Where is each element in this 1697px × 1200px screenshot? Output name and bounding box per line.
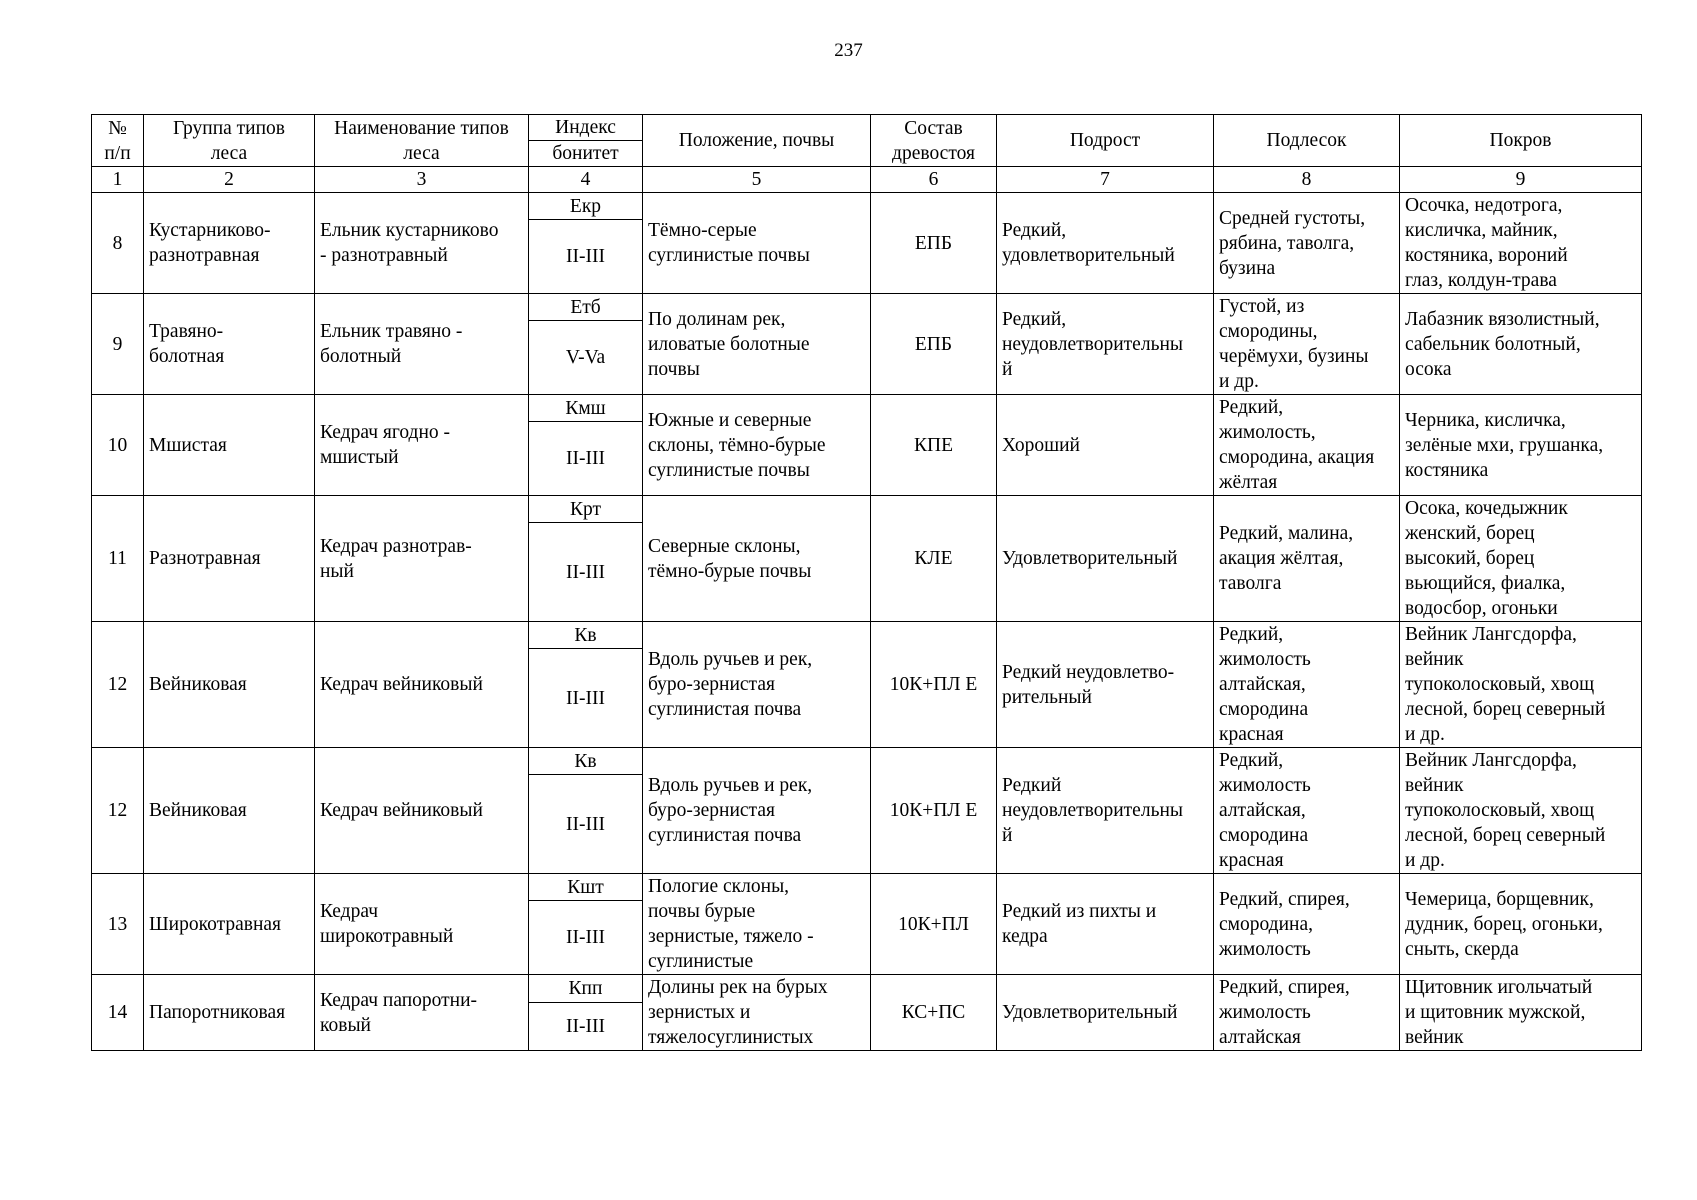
column-number: 9: [1400, 167, 1642, 193]
header-col-bonitet: бонитет: [529, 141, 643, 167]
soil-position-line: Вдоль ручьев и рек,: [648, 649, 813, 670]
undergrowth-line: смородина: [1219, 699, 1309, 720]
soil-position: [643, 294, 871, 395]
type-index: Кмш: [529, 395, 643, 422]
header-col-undergrowth: Подлесок: [1214, 115, 1400, 167]
forest-group-line: Широкотравная: [149, 913, 282, 935]
soil-position-line: Южные и северные: [648, 409, 812, 431]
undergrowth-line: жимолость: [1219, 775, 1311, 796]
forest-type-name-line: Кедрач: [320, 901, 379, 922]
ground-cover-line: Лабазник вязолистный,: [1405, 308, 1600, 330]
soil-position-line: почвы: [648, 358, 700, 380]
soil-position-line: зернистых и: [648, 1002, 751, 1023]
ground-cover-line: и др.: [1405, 850, 1445, 871]
soil-position-line: Пологие склоны,: [648, 876, 790, 897]
forest-group: [144, 395, 315, 496]
forest-group-line: Папоротниковая: [149, 1002, 286, 1023]
forest-group: [144, 975, 315, 1051]
column-number: 1: [92, 167, 144, 193]
ground-cover-line: женский, борец: [1405, 523, 1535, 544]
soil-position-line: тёмно-бурые почвы: [648, 560, 812, 582]
forest-type-name: [315, 622, 529, 748]
soil-position: [643, 395, 871, 496]
stand-composition: 10К+ПЛ: [871, 874, 997, 975]
ground-cover: [1400, 496, 1642, 622]
soil-position-line: суглинистые почвы: [648, 245, 810, 266]
undergrowth: [1214, 975, 1400, 1051]
regrowth-line: неудовлетворительны: [1002, 800, 1184, 821]
undergrowth-line: смородины,: [1219, 321, 1318, 342]
bonitet: II-III: [529, 523, 643, 622]
ground-cover-line: тупоколосковый, хвощ: [1405, 800, 1595, 821]
row-number: 11: [92, 496, 144, 622]
regrowth: [997, 395, 1214, 496]
header-col-composition: Состав древостоя: [871, 115, 997, 167]
ground-cover-line: вьющийся, фиалка,: [1405, 573, 1566, 594]
ground-cover-line: Вейник Лангсдорфа,: [1405, 750, 1577, 771]
table-row: [92, 975, 1642, 1003]
forest-group-line: Разнотравная: [149, 548, 261, 569]
type-index: Екр: [529, 193, 643, 220]
regrowth: [997, 975, 1214, 1051]
forest-group: [144, 294, 315, 395]
table-row: [92, 748, 1642, 775]
undergrowth-line: Редкий,: [1219, 624, 1284, 645]
row-number: 8: [92, 193, 144, 294]
regrowth: [997, 193, 1214, 294]
undergrowth-line: Средней густоты,: [1219, 207, 1366, 229]
ground-cover: [1400, 294, 1642, 395]
ground-cover-line: дудник, борец, огоньки,: [1405, 913, 1603, 935]
forest-group-line: Мшистая: [149, 434, 227, 456]
ground-cover-line: Осочка, недотрога,: [1405, 195, 1563, 216]
soil-position: [643, 193, 871, 294]
bonitet: V-Va: [529, 321, 643, 395]
bonitet: II-III: [529, 775, 643, 874]
undergrowth-line: рябина, таволга,: [1219, 232, 1355, 254]
regrowth-line: удовлетворительный: [1002, 245, 1175, 266]
ground-cover: [1400, 748, 1642, 874]
table-row: [92, 874, 1642, 901]
soil-position-line: склоны, тёмно-бурые: [648, 434, 826, 456]
ground-cover-line: водосбор, огоньки: [1405, 598, 1558, 619]
undergrowth: [1214, 748, 1400, 874]
soil-position: [643, 874, 871, 975]
undergrowth-line: Редкий, малина,: [1219, 523, 1354, 544]
undergrowth: [1214, 622, 1400, 748]
table-row: [92, 622, 1642, 649]
ground-cover: [1400, 975, 1642, 1051]
undergrowth-line: акация жёлтая,: [1219, 548, 1344, 569]
column-number: 7: [997, 167, 1214, 193]
soil-position-line: почвы бурые: [648, 901, 756, 922]
ground-cover: [1400, 874, 1642, 975]
ground-cover-line: глаз, колдун-трава: [1405, 270, 1557, 291]
regrowth-line: Удовлетворительный: [1002, 548, 1178, 569]
type-index: Крт: [529, 496, 643, 523]
ground-cover-line: лесной, борец северный: [1405, 825, 1606, 846]
soil-position-line: иловатые болотные: [648, 333, 810, 355]
soil-position-line: зернистые, тяжело -: [648, 926, 814, 947]
type-index: Кв: [529, 748, 643, 775]
ground-cover-line: осока: [1405, 358, 1452, 380]
row-number: 12: [92, 622, 144, 748]
undergrowth: [1214, 496, 1400, 622]
soil-position: [643, 748, 871, 874]
ground-cover-line: тупоколосковый, хвощ: [1405, 674, 1595, 695]
row-number: 13: [92, 874, 144, 975]
forest-group-line: Вейниковая: [149, 800, 247, 821]
bonitet: II-III: [529, 1002, 643, 1050]
stand-composition: 10К+ПЛ Е: [871, 622, 997, 748]
bonitet: II-III: [529, 649, 643, 748]
undergrowth-line: Редкий,: [1219, 397, 1284, 418]
column-number: 2: [144, 167, 315, 193]
undergrowth-line: черёмухи, бузины: [1219, 346, 1369, 367]
forest-type-name: [315, 975, 529, 1051]
column-numbers-row: [92, 167, 1642, 193]
regrowth: [997, 622, 1214, 748]
forest-group-line: Травяно-: [149, 321, 224, 342]
soil-position-line: буро-зернистая: [648, 800, 775, 821]
forest-type-name: [315, 395, 529, 496]
table-row: [92, 395, 1642, 422]
regrowth: [997, 496, 1214, 622]
forest-type-name-line: - разнотравный: [320, 245, 448, 266]
forest-group: [144, 748, 315, 874]
undergrowth: [1214, 193, 1400, 294]
undergrowth-line: Густой, из: [1219, 296, 1305, 317]
header-col-soil: Положение, почвы: [643, 115, 871, 167]
undergrowth: [1214, 395, 1400, 496]
soil-position-line: суглинистая почва: [648, 699, 802, 720]
forest-group: [144, 496, 315, 622]
forest-group-line: Вейниковая: [149, 674, 247, 695]
forest-type-name: [315, 748, 529, 874]
regrowth-line: Редкий,: [1002, 220, 1067, 241]
forest-type-name-line: Кедрач разнотрав-: [320, 535, 472, 557]
ground-cover-line: сабельник болотный,: [1405, 333, 1581, 355]
undergrowth-line: жимолость: [1219, 938, 1311, 960]
forest-group-line: болотная: [149, 346, 225, 367]
stand-composition: КПЕ: [871, 395, 997, 496]
header-col-cover: Покров: [1400, 115, 1642, 167]
undergrowth-line: красная: [1219, 850, 1284, 871]
forest-group: [144, 622, 315, 748]
header-col-regrowth: Подрост: [997, 115, 1214, 167]
ground-cover-line: Осока, кочедыжник: [1405, 498, 1568, 519]
undergrowth-line: красная: [1219, 724, 1284, 745]
type-index: Кв: [529, 622, 643, 649]
row-number: 12: [92, 748, 144, 874]
forest-group-line: разнотравная: [149, 245, 260, 266]
undergrowth: [1214, 874, 1400, 975]
soil-position-line: тяжелосуглинистых: [648, 1027, 814, 1048]
soil-position: [643, 496, 871, 622]
header-col-number: № п/п: [92, 115, 144, 167]
forest-type-name-line: мшистый: [320, 447, 399, 468]
header-col-type-name: Наименование типов леса: [315, 115, 529, 167]
type-index: Кпп: [529, 975, 643, 1003]
header-row: [92, 115, 1642, 141]
row-number: 9: [92, 294, 144, 395]
regrowth-line: рительный: [1002, 686, 1092, 708]
column-number: 8: [1214, 167, 1400, 193]
ground-cover-line: и др.: [1405, 724, 1445, 745]
forest-type-name-line: Кедрач ягодно -: [320, 422, 451, 443]
soil-position-line: суглинистая почва: [648, 825, 802, 846]
header-col-index: Индекс: [529, 115, 643, 141]
soil-position-line: буро-зернистая: [648, 674, 775, 695]
regrowth-line: Хороший: [1002, 434, 1080, 456]
table-row: [92, 294, 1642, 321]
bonitet: II-III: [529, 901, 643, 975]
soil-position-line: Вдоль ручьев и рек,: [648, 775, 813, 796]
stand-composition: КС+ПС: [871, 975, 997, 1051]
forest-type-name-line: Кедрач папоротни-: [320, 989, 478, 1011]
forest-group: [144, 193, 315, 294]
undergrowth: [1214, 294, 1400, 395]
stand-composition: ЕПБ: [871, 294, 997, 395]
ground-cover: [1400, 193, 1642, 294]
row-number: 10: [92, 395, 144, 496]
column-number: 5: [643, 167, 871, 193]
forest-group: [144, 874, 315, 975]
ground-cover-line: кисличка, майник,: [1405, 220, 1558, 241]
forest-type-name-line: болотный: [320, 346, 402, 367]
undergrowth-line: смородина,: [1219, 913, 1314, 935]
ground-cover-line: сныть, скерда: [1405, 938, 1519, 960]
ground-cover-line: Чемерица, борщевник,: [1405, 888, 1594, 910]
forest-group-line: Кустарниково-: [149, 220, 271, 241]
soil-position: [643, 975, 871, 1051]
regrowth-line: й: [1002, 825, 1013, 846]
forest-type-name-line: Кедрач вейниковый: [320, 800, 483, 821]
forest-type-name: [315, 496, 529, 622]
header-col-group: Группа типов леса: [144, 115, 315, 167]
forest-type-name-line: широкотравный: [320, 926, 454, 947]
forest-type-name: [315, 294, 529, 395]
regrowth-line: кедра: [1002, 926, 1048, 947]
undergrowth-line: Редкий, спирея,: [1219, 888, 1350, 910]
ground-cover-line: высокий, борец: [1405, 548, 1535, 569]
ground-cover-line: вейник: [1405, 649, 1464, 670]
bonitet: II-III: [529, 220, 643, 294]
regrowth-line: й: [1002, 358, 1013, 380]
column-number: 6: [871, 167, 997, 193]
stand-composition: 10К+ПЛ Е: [871, 748, 997, 874]
ground-cover: [1400, 395, 1642, 496]
regrowth-line: Редкий неудовлетво-: [1002, 661, 1175, 683]
page-number: 237: [834, 40, 863, 61]
undergrowth-line: жимолость,: [1219, 422, 1316, 443]
column-number: 3: [315, 167, 529, 193]
undergrowth-line: таволга: [1219, 573, 1282, 594]
regrowth: [997, 874, 1214, 975]
forest-type-name: [315, 193, 529, 294]
undergrowth-line: жимолость: [1219, 649, 1311, 670]
soil-position-line: Долины рек на бурых: [648, 977, 828, 998]
type-index: Кшт: [529, 874, 643, 901]
undergrowth-line: Редкий,: [1219, 750, 1284, 771]
forest-type-name-line: ковый: [320, 1014, 371, 1036]
ground-cover-line: зелёные мхи, грушанка,: [1405, 434, 1604, 456]
ground-cover: [1400, 622, 1642, 748]
ground-cover-line: и щитовник мужской,: [1405, 1002, 1586, 1023]
undergrowth-line: Редкий, спирея,: [1219, 977, 1350, 998]
soil-position: [643, 622, 871, 748]
undergrowth-line: жимолость: [1219, 1002, 1311, 1023]
forest-type-name-line: ный: [320, 560, 354, 582]
column-number: 4: [529, 167, 643, 193]
forest-type-name-line: Ельник травяно -: [320, 321, 463, 342]
undergrowth-line: смородина: [1219, 825, 1309, 846]
table-body: [92, 115, 1642, 1051]
undergrowth-line: алтайская,: [1219, 674, 1306, 695]
regrowth-line: Редкий из пихты и: [1002, 901, 1157, 922]
row-number: 14: [92, 975, 144, 1051]
forest-types-table: [91, 114, 1642, 1051]
soil-position-line: суглинистые почвы: [648, 459, 810, 481]
soil-position-line: По долинам рек,: [648, 308, 786, 330]
regrowth-line: неудовлетворительны: [1002, 333, 1184, 355]
undergrowth-line: смородина, акация: [1219, 447, 1375, 468]
undergrowth-line: жёлтая: [1219, 472, 1278, 493]
regrowth-line: Удовлетворительный: [1002, 1002, 1178, 1023]
table-row: [92, 496, 1642, 523]
forest-type-name-line: Кедрач вейниковый: [320, 674, 483, 695]
undergrowth-line: и др.: [1219, 371, 1259, 392]
forest-type-name: [315, 874, 529, 975]
type-index: Етб: [529, 294, 643, 321]
stand-composition: КЛЕ: [871, 496, 997, 622]
undergrowth-line: алтайская: [1219, 1027, 1301, 1048]
ground-cover-line: костяника, вороний: [1405, 245, 1568, 266]
undergrowth-line: бузина: [1219, 257, 1276, 279]
undergrowth-line: алтайская,: [1219, 800, 1306, 821]
ground-cover-line: костяника: [1405, 459, 1489, 481]
regrowth: [997, 294, 1214, 395]
ground-cover-line: Вейник Лангсдорфа,: [1405, 624, 1577, 645]
regrowth-line: Редкий: [1002, 775, 1062, 796]
regrowth-line: Редкий,: [1002, 308, 1067, 330]
stand-composition: ЕПБ: [871, 193, 997, 294]
bonitet: II-III: [529, 422, 643, 496]
soil-position-line: Северные склоны,: [648, 535, 801, 557]
ground-cover-line: лесной, борец северный: [1405, 699, 1606, 720]
ground-cover-line: вейник: [1405, 775, 1464, 796]
soil-position-line: суглинистые: [648, 951, 754, 972]
ground-cover-line: Щитовник игольчатый: [1405, 977, 1593, 998]
regrowth: [997, 748, 1214, 874]
table-row: [92, 193, 1642, 220]
forest-type-name-line: Ельник кустарниково: [320, 220, 499, 241]
soil-position-line: Тёмно-серые: [648, 220, 757, 241]
ground-cover-line: Черника, кисличка,: [1405, 409, 1566, 431]
ground-cover-line: вейник: [1405, 1027, 1464, 1048]
